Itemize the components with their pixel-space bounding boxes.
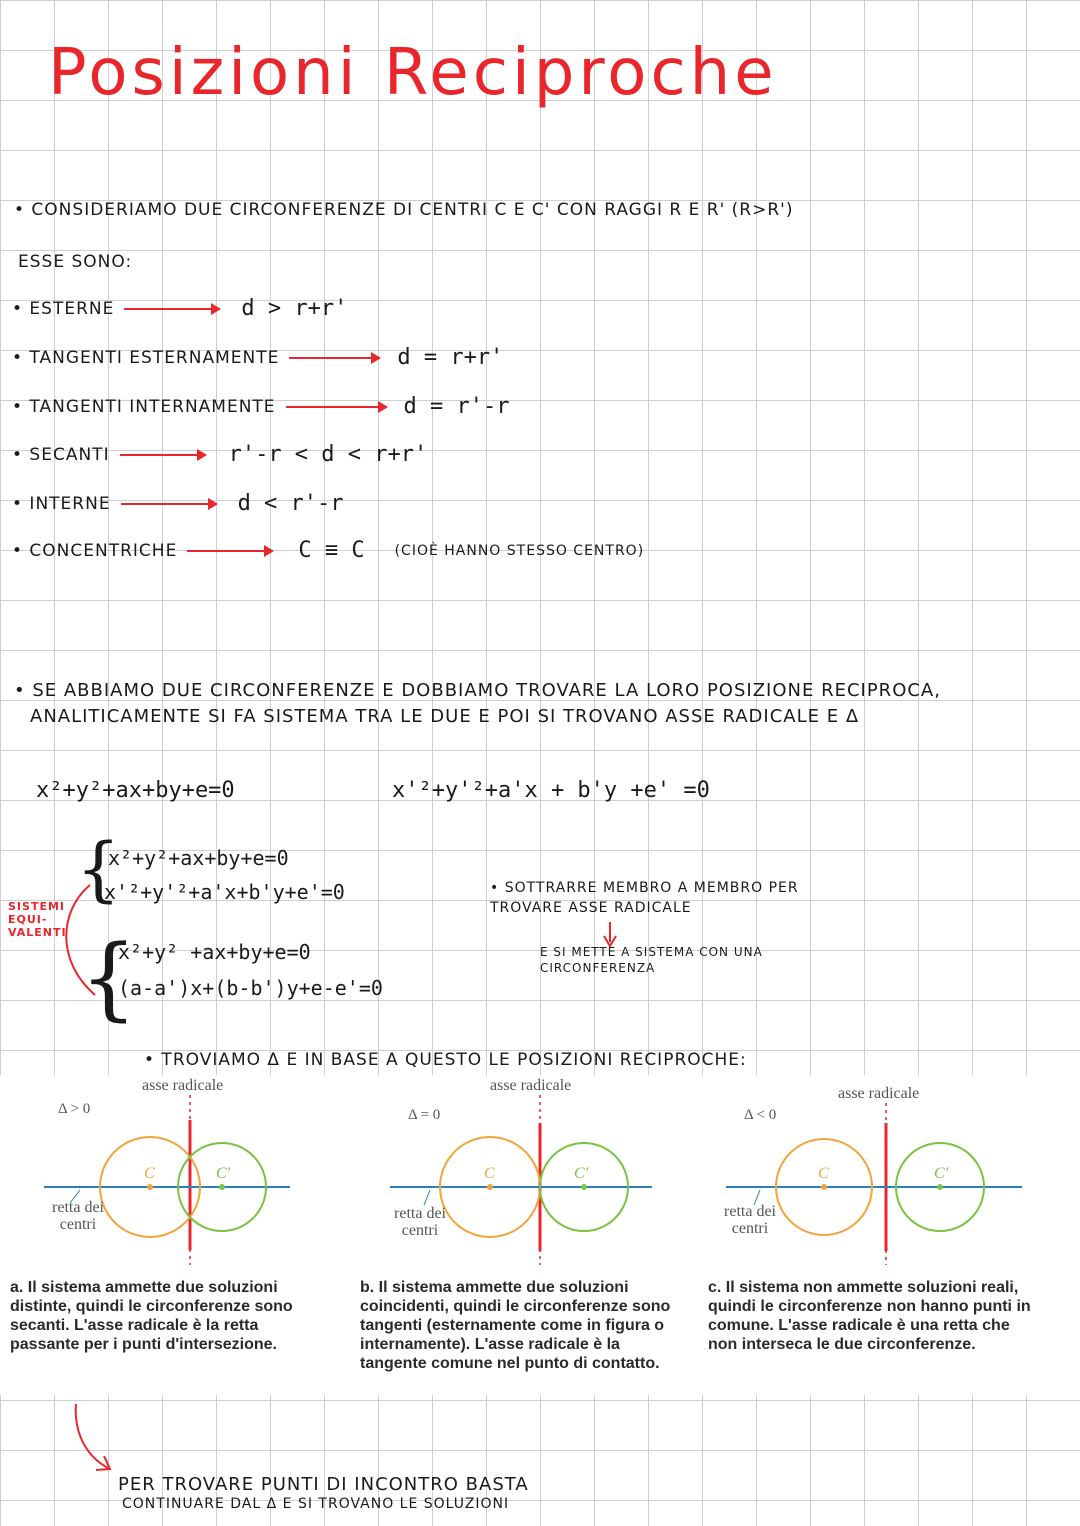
position-note: (CIOÈ HANNO STESSO CENTRO): [394, 542, 645, 559]
figure-caption: b. Il sistema ammette due soluzioni coincidenti, quindi le circonferenze sono tangenti (esternamente come in figura o internamente). L'asse radicale è la tangente comune nel punto di contatto.: [360, 1279, 671, 1372]
circles-diagram: [356, 1075, 716, 1275]
circles-diagram: [706, 1075, 1080, 1275]
position-condition: C ≡ C: [298, 538, 365, 563]
circle-equation-2: x'²+y'²+a'x + b'y +e' =0: [392, 778, 710, 803]
arrow-icon: [120, 454, 205, 456]
position-name: • CONCENTRICHE: [12, 540, 178, 561]
arrow-icon: [187, 550, 272, 552]
delta-label: Δ > 0: [58, 1101, 91, 1117]
delta-label: Δ = 0: [408, 1107, 441, 1123]
position-name: • TANGENTI INTERNAMENTE: [12, 396, 276, 417]
analytic-text-line1: • SE ABBIAMO DUE CIRCONFERENZE E DOBBIAMO TROVARE LA LORO POSIZIONE RECIPROCA,: [14, 680, 941, 701]
position-item: [12, 394, 510, 419]
page-title: Posizioni Reciproche: [48, 36, 778, 110]
curved-arrow-icon: [64, 1400, 124, 1480]
system1-eq2: x'²+y'²+a'x+b'y+e'=0: [104, 880, 345, 904]
position-name: • ESTERNE: [12, 298, 115, 319]
brace-icon: {: [76, 828, 121, 910]
arrow-icon: [286, 406, 386, 408]
position-item: [12, 296, 347, 321]
center-c-prime-label: C': [934, 1165, 949, 1182]
position-condition: d > r+r': [241, 296, 348, 321]
intro-text: • CONSIDERIAMO DUE CIRCONFERENZE DI CENTRI C E C' CON RAGGI R E R' (R>R'): [14, 200, 794, 220]
position-item: [12, 442, 427, 467]
position-condition: d = r+r': [397, 345, 504, 370]
position-item: [12, 491, 344, 516]
position-condition: d = r'-r: [403, 394, 510, 419]
final-note-line1: PER TROVARE PUNTI DI INCONTRO BASTA: [118, 1474, 529, 1495]
system2-eq1: x²+y² +ax+by+e=0: [118, 940, 311, 964]
figure-tangent: [356, 1075, 716, 1395]
position-item: [12, 345, 503, 370]
delta-label: Δ < 0: [744, 1107, 777, 1123]
line-of-centers-label: retta dei centri: [724, 1203, 776, 1237]
figure-secant: [0, 1075, 360, 1395]
position-condition: r'-r < d < r+r': [228, 442, 428, 467]
final-note-line2: CONTINUARE DAL Δ E SI TROVANO LE SOLUZIONI: [122, 1496, 510, 1512]
position-condition: d < r'-r: [237, 491, 344, 516]
radical-axis-label: asse radicale: [838, 1085, 920, 1102]
position-name: • INTERNE: [12, 493, 111, 514]
radical-axis-label: asse radicale: [490, 1077, 572, 1094]
center-c-label: C: [144, 1165, 155, 1182]
figure-caption: a. Il sistema ammette due soluzioni distinte, quindi le circonferenze sono secanti. L'asse radicale è la retta passante per i punti d'intersezione.: [10, 1279, 293, 1353]
arrow-icon: [124, 308, 219, 310]
center-c-prime-label: C': [574, 1165, 589, 1182]
center-c-prime-label: C': [216, 1165, 231, 1182]
figure-external: [706, 1075, 1080, 1395]
figure-caption: c. Il sistema non ammette soluzioni reali, quindi le circonferenze non hanno punti in comune. L'asse radicale è una retta che non interseca le due circonferenze.: [708, 1279, 1031, 1353]
circle-equation-1: x²+y²+ax+by+e=0: [36, 778, 235, 803]
arrow-icon: [289, 357, 379, 359]
arrow-icon: [121, 503, 216, 505]
system1-eq1: x²+y²+ax+by+e=0: [108, 846, 289, 870]
esse-sono: ESSE SONO:: [18, 252, 133, 272]
center-c-label: C: [484, 1165, 495, 1182]
analytic-text-line2: ANALITICAMENTE SI FA SISTEMA TRA LE DUE E POI SI TROVANO ASSE RADICALE E Δ: [30, 706, 860, 727]
position-item: [12, 538, 644, 563]
line-of-centers-label: retta dei centri: [394, 1205, 446, 1239]
radical-axis-label: asse radicale: [142, 1077, 224, 1094]
textbook-figure-panel: [0, 1075, 1080, 1395]
troviamo-text: • TROVIAMO Δ E IN BASE A QUESTO LE POSIZIONI RECIPROCHE:: [144, 1050, 747, 1070]
circles-diagram: [0, 1075, 360, 1275]
equivalent-systems-label: SISTEMI EQUI- VALENTI: [8, 900, 67, 939]
line-of-centers-label: retta dei centri: [52, 1199, 104, 1233]
system-note: E SI METTE A SISTEMA CON UNA CIRCONFERENZA: [540, 945, 763, 975]
subtract-note: • SOTTRARRE MEMBRO A MEMBRO PER TROVARE ASSE RADICALE: [490, 880, 799, 916]
system2-eq2: (a-a')x+(b-b')y+e-e'=0: [118, 976, 383, 1000]
center-c-label: C: [818, 1165, 829, 1182]
position-name: • TANGENTI ESTERNAMENTE: [12, 347, 280, 368]
brace-icon: {: [80, 926, 138, 1031]
position-name: • SECANTI: [12, 444, 110, 465]
